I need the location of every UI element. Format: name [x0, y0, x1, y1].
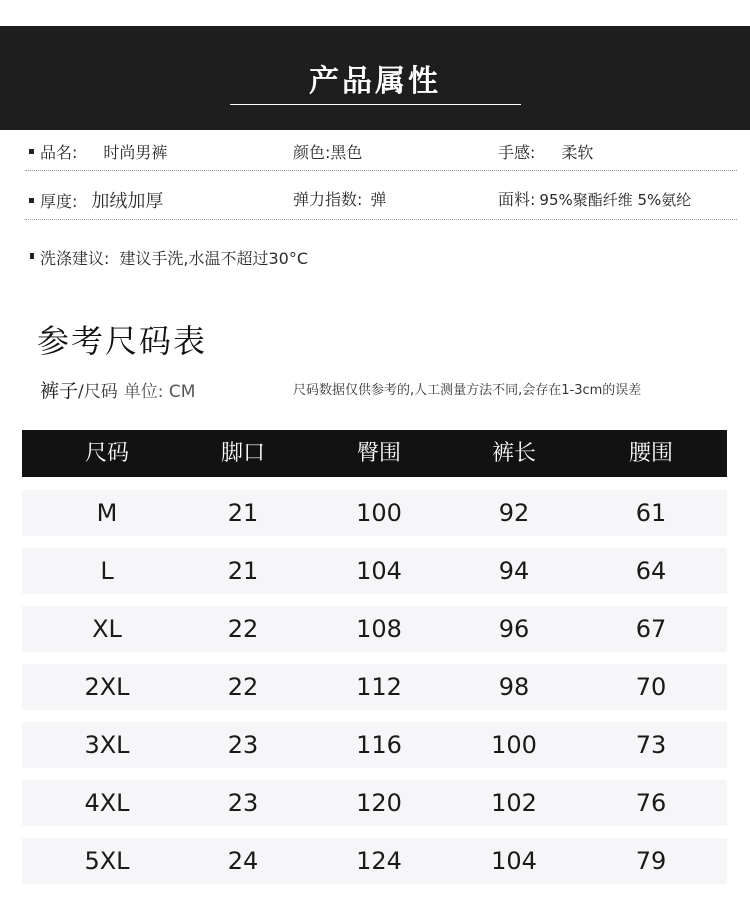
hem-cell: 21: [227, 557, 259, 585]
attribute-product-name: [29, 140, 167, 163]
size-table-header: [22, 430, 727, 477]
size-cell: M: [96, 499, 118, 527]
waist-cell: 76: [635, 789, 667, 817]
banner-underline: [230, 104, 521, 105]
hem-cell: 23: [227, 731, 259, 759]
length-cell: 92: [498, 499, 530, 527]
table-row: [22, 606, 727, 652]
waist-cell: 61: [635, 499, 667, 527]
bullet-icon: [30, 253, 34, 259]
attribute-value: 黑色: [330, 143, 363, 162]
divider: [25, 170, 737, 171]
length-cell: 98: [498, 673, 530, 701]
attribute-hand-feel: [498, 140, 593, 163]
waist-cell: 73: [635, 731, 667, 759]
attribute-label: 手感:: [498, 143, 536, 162]
table-row: [22, 780, 727, 826]
hip-cell: 116: [356, 731, 402, 759]
hip-cell: 112: [356, 673, 402, 701]
hip-cell: 120: [356, 789, 402, 817]
header-hem: 脚口: [220, 441, 265, 466]
table-row: [22, 838, 727, 884]
waist-cell: 70: [635, 673, 667, 701]
length-cell: 104: [491, 847, 537, 875]
size-cell: XL: [92, 615, 122, 643]
divider: [25, 219, 737, 220]
size-cell: 2XL: [84, 673, 130, 701]
bullet-icon: [29, 198, 34, 203]
header-waist: 腰围: [628, 441, 673, 466]
hip-cell: 104: [356, 557, 402, 585]
table-row: [22, 548, 727, 594]
care-label: 洗涤建议:: [40, 249, 110, 268]
hem-cell: 22: [227, 615, 259, 643]
table-row: [22, 490, 727, 536]
bullet-icon: [29, 149, 34, 154]
attribute-row-2: [25, 187, 737, 215]
care-value: 建议手洗,水温不超过30°C: [119, 249, 309, 268]
header-hip: 臀围: [356, 441, 401, 466]
attribute-value: 95%聚酯纤维 5%氨纶: [539, 191, 692, 209]
unit-label: 单位: CM: [123, 382, 196, 402]
attribute-label: 面料:: [498, 190, 536, 209]
hem-cell: 24: [227, 847, 259, 875]
table-row: [22, 664, 727, 710]
waist-cell: 64: [635, 557, 667, 585]
hip-cell: 108: [356, 615, 402, 643]
attribute-label: 颜色:: [293, 143, 331, 162]
waist-cell: 67: [635, 615, 667, 643]
attribute-value: 时尚男裤: [103, 143, 168, 162]
hem-cell: 22: [227, 673, 259, 701]
length-cell: 94: [498, 557, 530, 585]
hem-cell: 21: [227, 499, 259, 527]
header-size: 尺码: [84, 441, 129, 466]
length-cell: 96: [498, 615, 530, 643]
length-cell: 100: [491, 731, 537, 759]
size-cell: 4XL: [84, 789, 130, 817]
attribute-row-1: [25, 140, 737, 168]
attribute-color: [293, 140, 362, 163]
hip-cell: 124: [356, 847, 402, 875]
hem-cell: 23: [227, 789, 259, 817]
attribute-value: 柔软: [561, 143, 594, 162]
size-chart-title: 参考尺码表: [37, 322, 208, 360]
attribute-value: 加绒加厚: [91, 191, 164, 212]
attribute-thickness: [29, 187, 163, 213]
waist-cell: 79: [635, 847, 667, 875]
banner-title: 产品属性: [309, 64, 441, 99]
attribute-fabric: [498, 187, 691, 210]
length-cell: 102: [491, 789, 537, 817]
table-row: [22, 722, 727, 768]
attribute-label: 弹力指数:: [293, 190, 363, 209]
hip-cell: 100: [356, 499, 402, 527]
size-cell: 5XL: [84, 847, 130, 875]
attribute-label: 厚度:: [40, 192, 78, 211]
care-instructions: [30, 246, 308, 269]
attribute-value: 弹: [370, 190, 387, 209]
size-cell: L: [100, 557, 114, 585]
header-length: 裤长: [491, 441, 536, 466]
size-cell: 3XL: [84, 731, 130, 759]
subtitle-rest: /尺码: [78, 382, 118, 402]
attribute-label: 品名:: [40, 143, 78, 162]
size-chart-subtitle: [40, 376, 195, 403]
subtitle-item: 裤子: [40, 380, 79, 402]
attribute-elasticity: [293, 187, 386, 210]
measurement-note: 尺码数据仅供参考的,人工测量方法不同,会存在1-3cm的误差: [293, 383, 642, 398]
